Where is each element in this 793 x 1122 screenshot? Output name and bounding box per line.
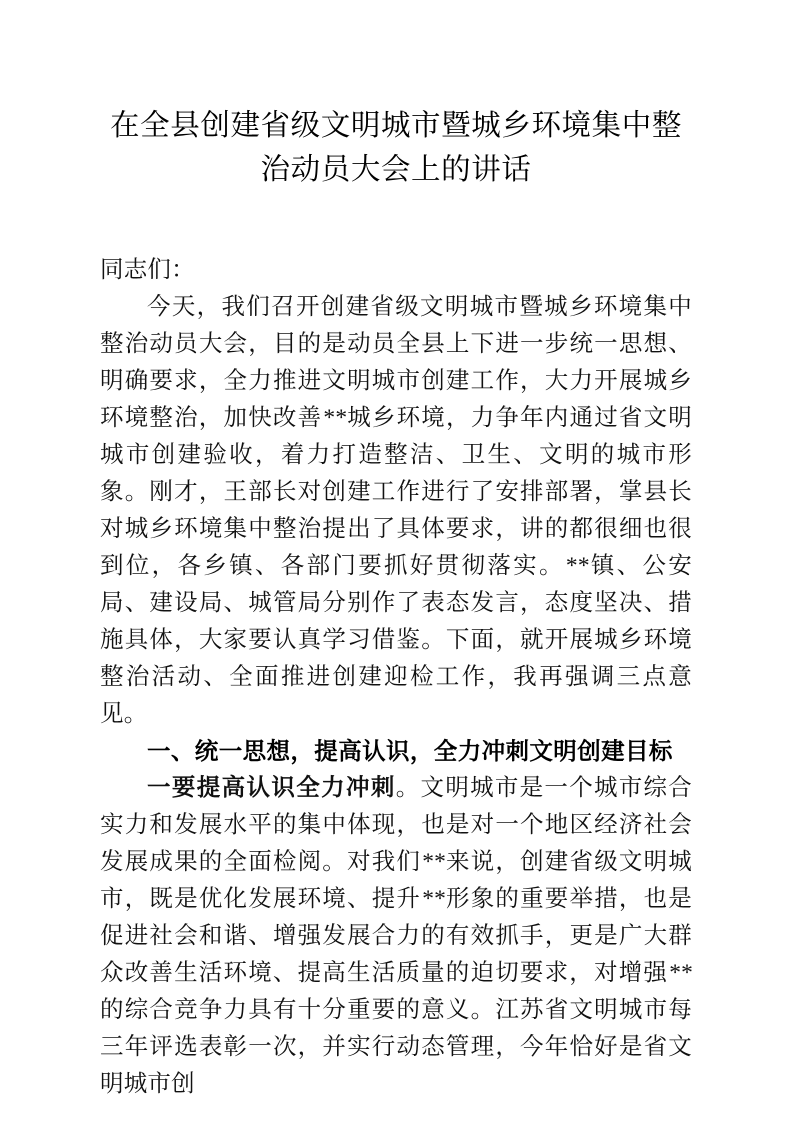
page-content [100, 104, 692, 1103]
document-title: 在全县创建省级文明城市暨城乡环境集中整治动员大会上的讲话 [110, 110, 682, 186]
salutation: 同志们： [100, 257, 195, 283]
paragraph-lead-bold: 一要提高认识全力冲刺 [147, 775, 396, 801]
document-body [100, 252, 692, 1103]
section-heading-one: 一、统一思想，提高认识，全力冲刺文明创建目标 [147, 738, 673, 764]
paragraph-body-text: 。文明城市是一个城市综合实力和发展水平的集中体现，也是对一个地区经济社会发展成果的全面检阅。对我们**来说，创建省级文明城市，既是优化发展环境、提升**形象的重要举措，也是促进社会和谐、增强发展合力的有效抓手，更是广大群众改善生活环境、提高生活质量的迫切要求，对增强**的综合竞争力具有十分重要的意义。江苏省文明城市每三年评选表彰一次，并实行动态管理，今年恰好是省文明城市创 [100, 775, 693, 1097]
paragraph-section-one [100, 770, 692, 1103]
paragraph-opening: 今天，我们召开创建省级文明城市暨城乡环境集中整治动员大会，目的是动员全县上下进一步统一思想、明确要求，全力推进文明城市创建工作，大力开展城乡环境整治，加快改善**城乡环境，力争年内通过省文明城市创建验收，着力打造整洁、卫生、文明的城市形象。刚才，王部长对创建工作进行了安排部署，掌县长对城乡环境集中整治提出了具体要求，讲的都很细也很到位，各乡镇、各部门要抓好贯彻落实。**镇、公安局、建设局、城管局分别作了表态发言，态度坚决、措施具体，大家要认真学习借鉴。下面，就开展城乡环境整治活动、全面推进创建迎检工作，我再强调三点意见。 [100, 294, 692, 727]
